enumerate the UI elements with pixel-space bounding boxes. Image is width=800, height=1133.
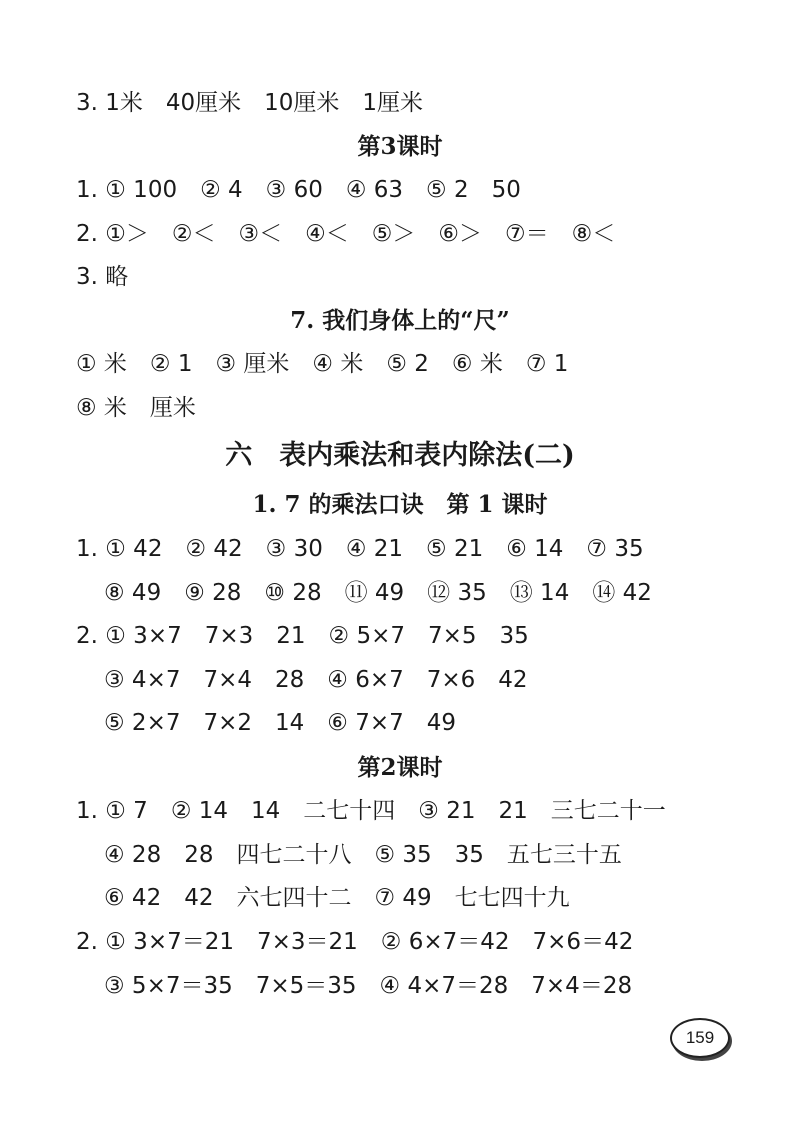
answer-line: ① 米 ② 1 ③ 厘米 ④ 米 ⑤ 2 ⑥ 米 ⑦ 1	[76, 351, 569, 377]
answer-line: 2. ① 3×7＝21 7×3＝21 ② 6×7＝42 7×6＝42	[76, 929, 634, 955]
answer-line: ⑥ 42 42 六七四十二 ⑦ 49 七七四十九	[104, 885, 570, 911]
page-number: 159	[670, 1018, 730, 1058]
unit-heading: 六 表内乘法和表内除法(二)	[225, 440, 575, 471]
answer-line: ⑧ 米 厘米	[76, 395, 196, 421]
answer-line: 1. ① 100 ② 4 ③ 60 ④ 63 ⑤ 2 50	[76, 177, 521, 203]
answer-line: 2. ①＞ ②＜ ③＜ ④＜ ⑤＞ ⑥＞ ⑦＝ ⑧＜	[76, 221, 616, 247]
answer-line: ⑧ 49 ⑨ 28 ⑩ 28 ⑪ 49 ⑫ 35 ⑬ 14 ⑭ 42	[104, 580, 652, 606]
answer-line: 1. ① 42 ② 42 ③ 30 ④ 21 ⑤ 21 ⑥ 14 ⑦ 35	[76, 536, 644, 562]
answer-line: ⑤ 2×7 7×2 14 ⑥ 7×7 49	[104, 710, 457, 736]
section-heading: 1. 7 的乘法口诀 第 1 课时	[252, 491, 548, 518]
section-heading: 7. 我们身体上的“尺”	[290, 307, 510, 334]
answer-line: ③ 5×7＝35 7×5＝35 ④ 4×7＝28 7×4＝28	[104, 973, 633, 999]
answer-line: ④ 28 28 四七二十八 ⑤ 35 35 五七三十五	[104, 842, 622, 868]
answer-line: 1. ① 7 ② 14 14 二七十四 ③ 21 21 三七二十一	[76, 798, 666, 824]
section-heading: 第3课时	[357, 133, 443, 160]
answer-line: 3. 略	[76, 264, 129, 290]
answer-line: 2. ① 3×7 7×3 21 ② 5×7 7×5 35	[76, 623, 529, 649]
answer-line: 3. 1米 40厘米 10厘米 1厘米	[76, 90, 424, 116]
answer-line: ③ 4×7 7×4 28 ④ 6×7 7×6 42	[104, 667, 528, 693]
section-heading: 第2课时	[357, 754, 443, 781]
